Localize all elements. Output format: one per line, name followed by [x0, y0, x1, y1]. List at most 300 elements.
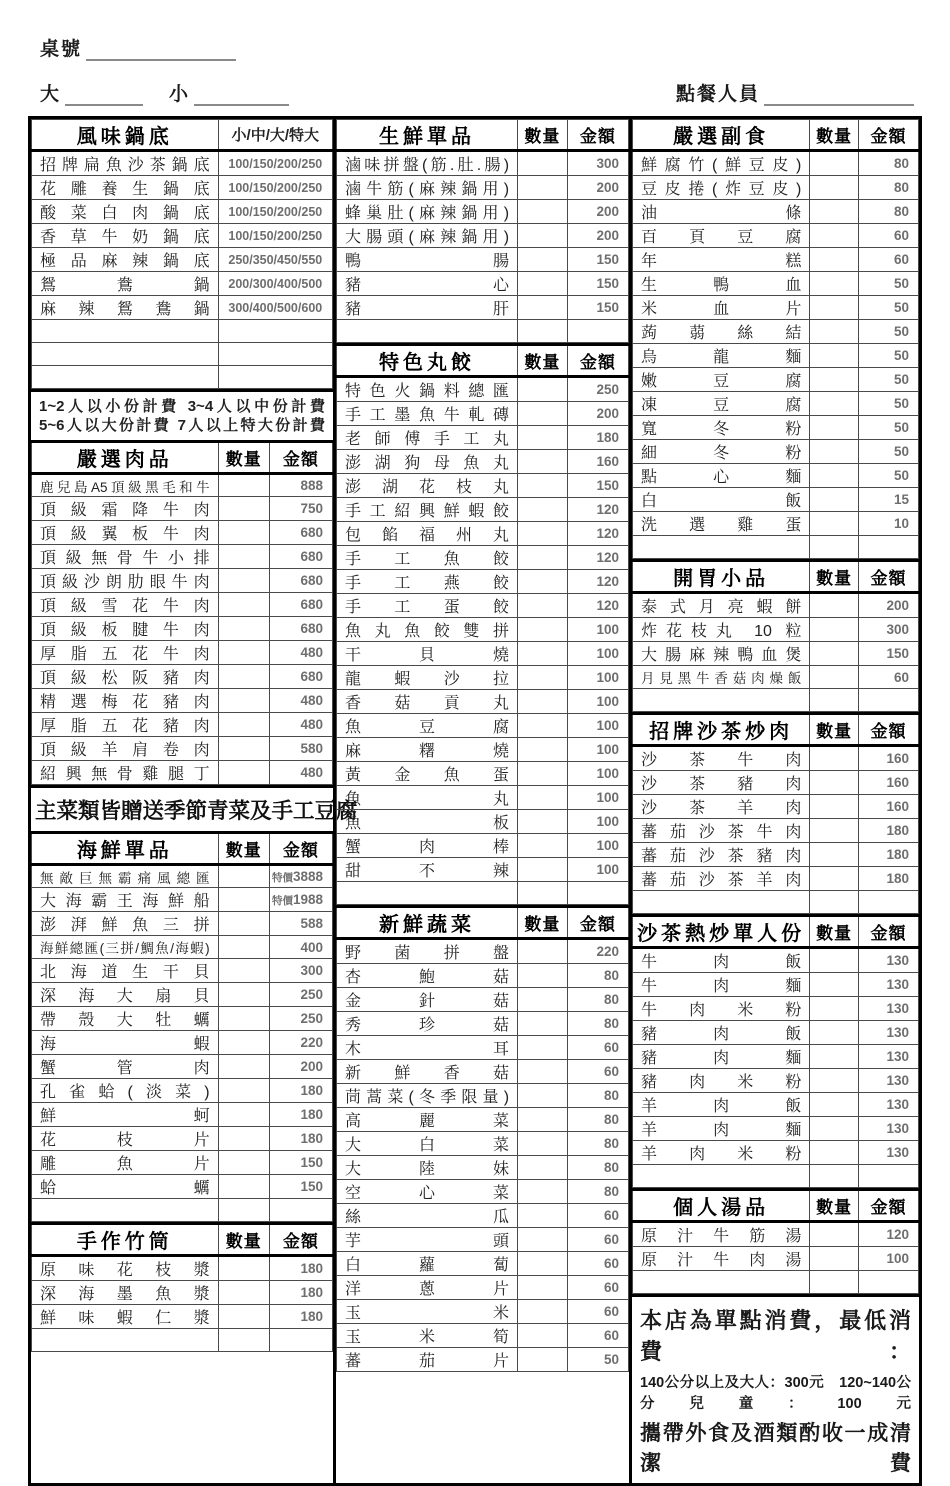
qty-cell[interactable] — [518, 988, 568, 1012]
amount-cell: 50 — [858, 464, 918, 488]
menu-item-row — [32, 521, 333, 545]
section-header-row — [337, 345, 629, 377]
qty-cell[interactable] — [218, 1055, 269, 1079]
item-name-cell: 沙茶豬肉 — [633, 771, 810, 795]
qty-cell[interactable] — [218, 521, 269, 545]
qty-cell[interactable] — [810, 771, 859, 795]
qty-cell[interactable] — [518, 1348, 568, 1372]
menu-item-row — [337, 988, 629, 1012]
qty-cell[interactable] — [810, 997, 859, 1021]
amount-cell: 130 — [858, 948, 918, 973]
qty-cell[interactable] — [518, 200, 568, 224]
qty-cell[interactable] — [518, 1180, 568, 1204]
qty-cell[interactable] — [518, 786, 568, 810]
amount-cell: 150 — [858, 642, 918, 666]
amount-cell: 180 — [269, 1305, 332, 1329]
qty-cell[interactable] — [518, 1012, 568, 1036]
menu-item-row — [633, 1117, 919, 1141]
qty-cell[interactable] — [810, 843, 859, 867]
item-name-cell: 魚丸魚餃雙拼 — [337, 618, 518, 642]
menu-item-row — [337, 1036, 629, 1060]
empty-row — [633, 1271, 919, 1294]
menu-item-row — [32, 888, 333, 912]
item-name-cell: 點心麵 — [633, 464, 810, 488]
qty-cell[interactable] — [218, 665, 269, 689]
amount-cell: 480 — [269, 713, 332, 737]
section-side-dishes — [632, 119, 919, 559]
amount-cell: 580 — [269, 737, 332, 761]
qty-cell[interactable] — [810, 416, 859, 440]
qty-cell[interactable] — [218, 1329, 269, 1352]
menu-item-row — [633, 200, 919, 224]
menu-item-row — [337, 1060, 629, 1084]
qty-cell[interactable] — [218, 593, 269, 617]
amount-cell: 160 — [858, 746, 918, 771]
amount-cell: 160 — [858, 771, 918, 795]
amount-cell: 100 — [567, 738, 628, 762]
menu-item-row — [633, 618, 919, 642]
qty-cell[interactable] — [218, 1305, 269, 1329]
qty-cell[interactable] — [518, 1132, 568, 1156]
amount-cell: 150 — [567, 296, 628, 320]
item-name-cell: 木耳 — [337, 1036, 518, 1060]
special-price-prefix: 特價 — [271, 871, 293, 884]
qty-cell[interactable] — [518, 939, 568, 964]
qty-cell[interactable] — [518, 1036, 568, 1060]
qty-cell[interactable] — [518, 964, 568, 988]
amount-cell: 50 — [858, 416, 918, 440]
item-name-cell: 寬冬粉 — [633, 416, 810, 440]
menu-item-row — [633, 997, 919, 1021]
item-name-cell: 原味花枝漿 — [32, 1256, 219, 1281]
amount-cell: 60 — [567, 1276, 628, 1300]
section-header-row — [337, 120, 629, 151]
qty-cell[interactable] — [518, 1204, 568, 1228]
amount-cell: 特價3888 — [269, 865, 332, 888]
amount-cell: 130 — [858, 1069, 918, 1093]
qty-cell[interactable] — [810, 1117, 859, 1141]
menu-item-row — [32, 545, 333, 569]
qty-cell[interactable] — [518, 522, 568, 546]
menu-item-row — [337, 426, 629, 450]
item-name-cell: 沙茶羊肉 — [633, 795, 810, 819]
amount-cell: 60 — [858, 224, 918, 248]
qty-cell[interactable] — [518, 248, 568, 272]
amount-cell — [567, 320, 628, 343]
item-name-cell: 海鮮總匯(三拼/鯛魚/海蝦) — [32, 936, 219, 959]
qty-cell[interactable] — [518, 1108, 568, 1132]
qty-cell[interactable] — [218, 1151, 269, 1175]
qty-cell[interactable] — [518, 690, 568, 714]
amount-cell: 50 — [858, 320, 918, 344]
qty-cell[interactable] — [218, 1256, 269, 1281]
item-name-cell: 泰式月亮蝦餅 — [633, 593, 810, 618]
qty-cell[interactable] — [518, 738, 568, 762]
amount-cell: 80 — [567, 1012, 628, 1036]
amount-cell: 130 — [858, 973, 918, 997]
qty-cell[interactable] — [810, 272, 859, 296]
table-no-label: 桌號 — [40, 39, 83, 60]
menu-item-row — [32, 151, 333, 176]
qty-cell[interactable] — [518, 224, 568, 248]
amount-cell: 120 — [567, 522, 628, 546]
qty-cell[interactable] — [810, 392, 859, 416]
item-name-cell: 豬肉飯 — [633, 1021, 810, 1045]
item-name-cell: 手工燕餃 — [337, 570, 518, 594]
qty-cell[interactable] — [218, 1103, 269, 1127]
menu-item-row — [633, 296, 919, 320]
item-name-cell: 杏鮑菇 — [337, 964, 518, 988]
qty-cell[interactable] — [518, 570, 568, 594]
amount-cell — [858, 536, 918, 559]
qty-cell[interactable] — [810, 1093, 859, 1117]
qty-cell[interactable] — [218, 1175, 269, 1199]
qty-cell[interactable] — [810, 176, 859, 200]
amount-cell: 100 — [567, 858, 628, 882]
item-name-cell: 頂級雪花牛肉 — [32, 593, 219, 617]
qty-cell[interactable] — [518, 1276, 568, 1300]
qty-cell[interactable] — [218, 936, 269, 959]
item-name-cell: 烏龍麵 — [633, 344, 810, 368]
menu-item-row — [633, 1141, 919, 1165]
item-name-cell: 鴛鴦鍋 — [32, 272, 219, 296]
amount-cell: 150 — [269, 1175, 332, 1199]
qty-cell[interactable] — [810, 320, 859, 344]
qty-cell[interactable] — [218, 689, 269, 713]
menu-item-row — [32, 865, 333, 888]
section-title: 招牌沙茶炒肉 — [633, 714, 810, 746]
menu-item-row — [337, 594, 629, 618]
qty-cell[interactable] — [518, 151, 568, 176]
menu-item-row — [337, 834, 629, 858]
item-name-cell: 洗選雞蛋 — [633, 512, 810, 536]
empty-row — [32, 343, 333, 366]
menu-item-row — [337, 642, 629, 666]
item-name-cell: 香菇貢丸 — [337, 690, 518, 714]
menu-item-row — [633, 1045, 919, 1069]
section-title: 嚴選副食 — [633, 120, 810, 151]
menu-item-row — [337, 666, 629, 690]
menu-item-row — [633, 1069, 919, 1093]
item-name-cell: 油條 — [633, 200, 810, 224]
qty-cell[interactable] — [810, 689, 859, 712]
qty-cell[interactable] — [518, 320, 568, 343]
qty-cell[interactable] — [810, 151, 859, 176]
item-name-cell: 蒟蒻絲結 — [633, 320, 810, 344]
item-name-cell: 絲瓜 — [337, 1204, 518, 1228]
amount-cell: 120 — [567, 546, 628, 570]
amount-cell: 80 — [567, 1084, 628, 1108]
menu-item-row — [337, 377, 629, 402]
qty-cell[interactable] — [518, 296, 568, 320]
qty-cell[interactable] — [218, 641, 269, 665]
menu-item-row — [32, 1055, 333, 1079]
qty-cell[interactable] — [218, 888, 269, 912]
section-title: 開胃小品 — [633, 561, 810, 593]
item-name-cell — [32, 1199, 219, 1222]
menu-column-right — [629, 119, 919, 1483]
qty-header: 數量 — [810, 1190, 859, 1222]
qty-cell[interactable] — [810, 224, 859, 248]
qty-cell[interactable] — [518, 666, 568, 690]
qty-header: 數量 — [218, 833, 269, 865]
qty-cell[interactable] — [810, 973, 859, 997]
qty-cell[interactable] — [218, 545, 269, 569]
qty-cell[interactable] — [810, 593, 859, 618]
menu-item-row — [337, 522, 629, 546]
section-header-row — [32, 833, 333, 865]
menu-item-row — [32, 200, 333, 224]
qty-cell[interactable] — [518, 810, 568, 834]
menu-item-row — [633, 272, 919, 296]
item-name-cell: 野菌拼盤 — [337, 939, 518, 964]
qty-cell[interactable] — [810, 488, 859, 512]
qty-header: 數量 — [810, 561, 859, 593]
amount-header: 金額 — [858, 714, 918, 746]
amount-cell: 250 — [567, 377, 628, 402]
section-fresh-items — [336, 119, 629, 343]
qty-cell[interactable] — [218, 912, 269, 936]
item-name-cell: 嫩豆腐 — [633, 368, 810, 392]
menu-item-row — [32, 1281, 333, 1305]
amount-cell: 200 — [567, 224, 628, 248]
qty-cell[interactable] — [518, 474, 568, 498]
adults-field[interactable] — [65, 87, 143, 106]
amount-cell: 100 — [858, 1247, 918, 1271]
qty-cell[interactable] — [810, 795, 859, 819]
qty-cell[interactable] — [518, 594, 568, 618]
menu-item-row — [633, 320, 919, 344]
amount-cell: 150 — [567, 272, 628, 296]
qty-cell[interactable] — [810, 948, 859, 973]
menu-item-row — [633, 973, 919, 997]
qty-cell[interactable] — [518, 1324, 568, 1348]
qty-cell[interactable] — [218, 1127, 269, 1151]
item-name-cell: 手工魚餃 — [337, 546, 518, 570]
qty-cell[interactable] — [810, 1222, 859, 1247]
menu-item-row — [633, 1093, 919, 1117]
item-name-cell — [32, 1329, 219, 1352]
empty-row — [633, 689, 919, 712]
qty-cell[interactable] — [810, 1165, 859, 1188]
qty-cell[interactable] — [810, 746, 859, 771]
qty-cell[interactable] — [518, 272, 568, 296]
menu-column-middle — [333, 119, 629, 1483]
item-name-cell: 年糕 — [633, 248, 810, 272]
qty-cell[interactable] — [810, 618, 859, 642]
qty-cell[interactable] — [218, 474, 269, 497]
qty-cell[interactable] — [810, 642, 859, 666]
table-no-field[interactable] — [86, 42, 236, 61]
qty-cell[interactable] — [810, 368, 859, 392]
amount-cell: 130 — [858, 1045, 918, 1069]
menu-item-row — [633, 368, 919, 392]
qty-cell[interactable] — [518, 176, 568, 200]
qty-cell[interactable] — [518, 426, 568, 450]
menu-item-row — [32, 1151, 333, 1175]
menu-item-row — [32, 713, 333, 737]
qty-cell[interactable] — [218, 713, 269, 737]
amount-cell: 180 — [858, 843, 918, 867]
amount-cell: 160 — [858, 795, 918, 819]
amount-cell: 130 — [858, 997, 918, 1021]
item-name-cell: 月見黑牛香菇肉燥飯 — [633, 666, 810, 689]
qty-cell[interactable] — [810, 536, 859, 559]
qty-cell[interactable] — [518, 762, 568, 786]
amount-cell: 80 — [858, 176, 918, 200]
qty-cell[interactable] — [810, 200, 859, 224]
qty-cell[interactable] — [518, 618, 568, 642]
qty-cell[interactable] — [218, 761, 269, 785]
qty-cell[interactable] — [518, 858, 568, 882]
qty-cell[interactable] — [810, 1271, 859, 1294]
qty-cell[interactable] — [518, 546, 568, 570]
qty-cell[interactable] — [810, 248, 859, 272]
qty-cell[interactable] — [518, 1300, 568, 1324]
menu-item-row — [633, 248, 919, 272]
item-name-cell — [633, 1165, 810, 1188]
section-minimum-charge-note — [632, 1294, 919, 1483]
qty-cell[interactable] — [810, 819, 859, 843]
item-name-cell: 魚豆腐 — [337, 714, 518, 738]
section-personal-soups — [632, 1188, 919, 1294]
qty-cell[interactable] — [518, 1228, 568, 1252]
amount-cell: 750 — [269, 497, 332, 521]
item-name-cell: 頂級翼板牛肉 — [32, 521, 219, 545]
menu-item-row — [337, 296, 629, 320]
item-sizes-cell: 100/150/200/250 — [218, 224, 332, 248]
qty-cell[interactable] — [218, 737, 269, 761]
menu-item-row — [337, 570, 629, 594]
item-name-cell: 茼蒿菜(冬季限量) — [337, 1084, 518, 1108]
qty-cell[interactable] — [810, 512, 859, 536]
amount-cell: 60 — [567, 1252, 628, 1276]
qty-cell[interactable] — [218, 569, 269, 593]
amount-cell: 100 — [567, 618, 628, 642]
item-name-cell: 酸菜白肉鍋底 — [32, 200, 219, 224]
amount-cell — [269, 1199, 332, 1222]
qty-cell[interactable] — [218, 1079, 269, 1103]
item-name-cell: 手工紹興鮮蝦餃 — [337, 498, 518, 522]
qty-cell[interactable] — [518, 834, 568, 858]
qty-cell[interactable] — [518, 642, 568, 666]
staff-field[interactable] — [764, 87, 914, 106]
menu-item-row — [337, 474, 629, 498]
menu-item-row — [633, 843, 919, 867]
qty-cell[interactable] — [810, 1247, 859, 1271]
children-label: 小 — [169, 84, 191, 105]
item-name-cell: 香草牛奶鍋底 — [32, 224, 219, 248]
amount-cell: 680 — [269, 545, 332, 569]
item-name-cell: 蕃茄片 — [337, 1348, 518, 1372]
item-name-cell: 魚板 — [337, 810, 518, 834]
item-name-cell: 頂級羊肩卷肉 — [32, 737, 219, 761]
qty-cell[interactable] — [810, 666, 859, 689]
qty-cell[interactable] — [518, 377, 568, 402]
section-header-row — [32, 1224, 333, 1256]
menu-item-row — [633, 488, 919, 512]
qty-cell[interactable] — [810, 440, 859, 464]
menu-item-row — [337, 1012, 629, 1036]
qty-cell[interactable] — [218, 1281, 269, 1305]
qty-cell[interactable] — [218, 617, 269, 641]
qty-cell[interactable] — [518, 1156, 568, 1180]
qty-cell[interactable] — [218, 497, 269, 521]
item-name-cell: 牛肉飯 — [633, 948, 810, 973]
qty-cell[interactable] — [810, 296, 859, 320]
qty-cell[interactable] — [810, 1045, 859, 1069]
children-field[interactable] — [194, 87, 289, 106]
qty-cell[interactable] — [518, 450, 568, 474]
qty-cell[interactable] — [518, 498, 568, 522]
qty-cell[interactable] — [810, 464, 859, 488]
amount-cell: 120 — [567, 498, 628, 522]
amount-cell: 180 — [269, 1079, 332, 1103]
amount-cell: 60 — [567, 1060, 628, 1084]
item-name-cell — [633, 689, 810, 712]
qty-cell[interactable] — [518, 1084, 568, 1108]
qty-cell[interactable] — [518, 402, 568, 426]
amount-cell: 180 — [858, 867, 918, 891]
qty-header: 數量 — [810, 916, 859, 948]
item-name-cell — [337, 320, 518, 343]
qty-cell[interactable] — [218, 865, 269, 888]
qty-cell[interactable] — [218, 1031, 269, 1055]
amount-cell — [858, 1271, 918, 1294]
menu-item-row — [337, 786, 629, 810]
qty-cell[interactable] — [218, 959, 269, 983]
item-sizes-cell: 100/150/200/250 — [218, 200, 332, 224]
qty-cell[interactable] — [218, 983, 269, 1007]
item-name-cell: 招牌扁魚沙茶鍋底 — [32, 151, 219, 176]
amount-cell: 220 — [567, 939, 628, 964]
item-name-cell: 炸花枝丸 10 粒 — [633, 618, 810, 642]
item-name-cell: 牛肉米粉 — [633, 997, 810, 1021]
qty-cell[interactable] — [518, 714, 568, 738]
qty-cell[interactable] — [810, 1069, 859, 1093]
qty-cell[interactable] — [218, 1007, 269, 1031]
menu-item-row — [633, 1222, 919, 1247]
item-name-cell: 白蘿蔔 — [337, 1252, 518, 1276]
amount-cell: 680 — [269, 593, 332, 617]
amount-cell: 588 — [269, 912, 332, 936]
menu-item-row — [633, 593, 919, 618]
qty-cell[interactable] — [518, 1060, 568, 1084]
qty-cell[interactable] — [518, 1252, 568, 1276]
amount-cell: 300 — [269, 959, 332, 983]
size-header: 小/中/大/特大 — [218, 120, 332, 151]
menu-item-row — [337, 546, 629, 570]
empty-row — [337, 882, 629, 905]
item-name-cell — [633, 891, 810, 914]
amount-cell: 680 — [269, 665, 332, 689]
qty-cell[interactable] — [810, 891, 859, 914]
qty-cell[interactable] — [810, 867, 859, 891]
qty-cell[interactable] — [218, 1199, 269, 1222]
section-pot-bases — [31, 119, 333, 389]
qty-cell[interactable] — [810, 1021, 859, 1045]
qty-cell[interactable] — [810, 1141, 859, 1165]
amount-cell: 680 — [269, 569, 332, 593]
amount-cell: 60 — [567, 1228, 628, 1252]
qty-cell[interactable] — [810, 344, 859, 368]
menu-item-row — [633, 224, 919, 248]
amount-cell: 180 — [269, 1256, 332, 1281]
item-name-cell: 高麗菜 — [337, 1108, 518, 1132]
amount-cell: 250 — [269, 1007, 332, 1031]
qty-cell[interactable] — [518, 882, 568, 905]
item-sizes-cell: 100/150/200/250 — [218, 176, 332, 200]
